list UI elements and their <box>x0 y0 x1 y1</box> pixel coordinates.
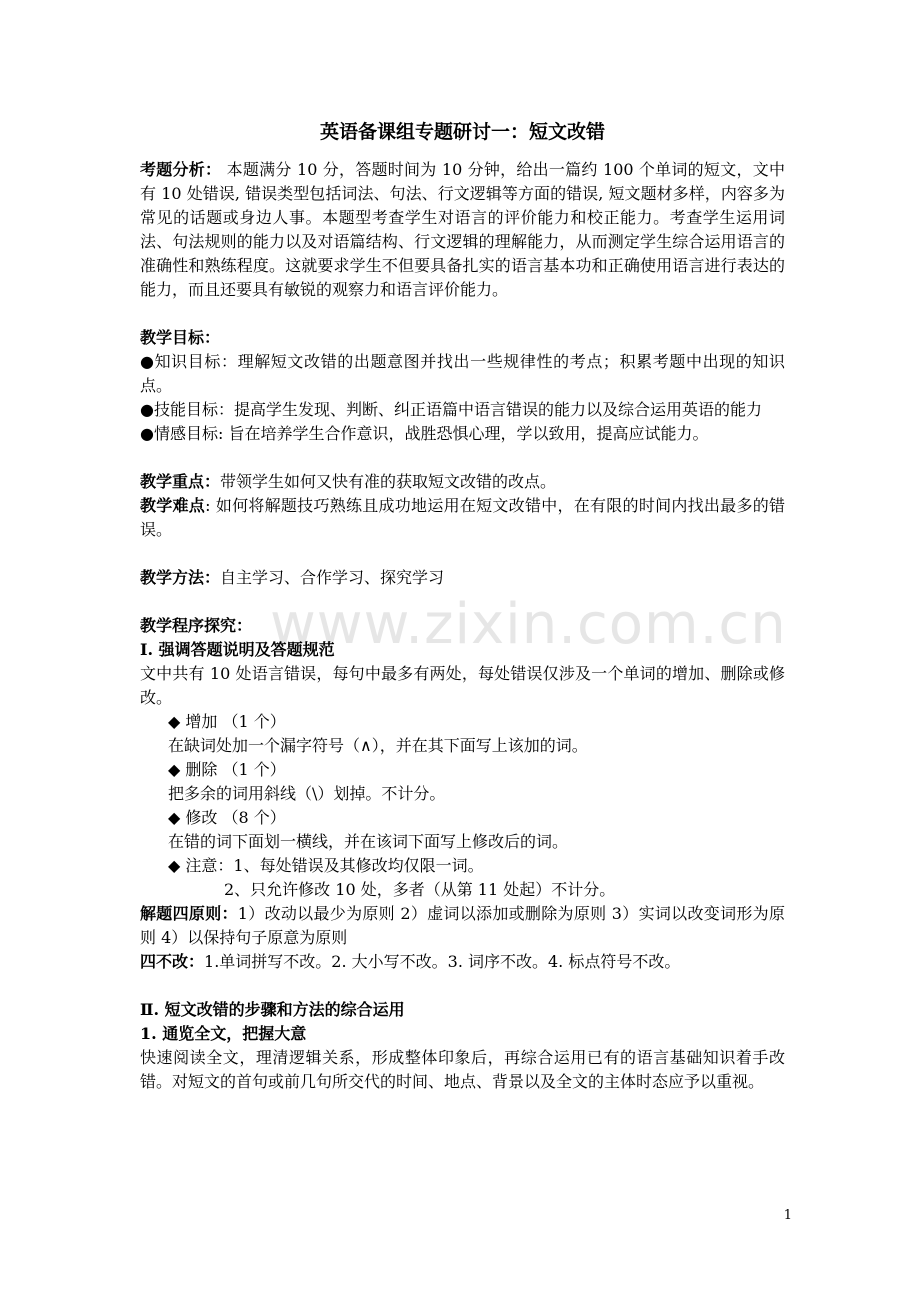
delete-text: 把多余的词用斜线（\）划掉。不计分。 <box>168 784 446 803</box>
step1-heading: 1. 通览全文，把握大意 <box>140 1024 307 1043</box>
goals-heading: 教学目标： <box>140 328 221 347</box>
difficulty-text: : 如何将解题技巧熟练且成功地运用在短文改错中，在有限的时间内找出最多的错误。 <box>140 496 785 539</box>
page-number: 1 <box>783 1208 792 1223</box>
modify-text: 在错的词下面划一横线，并在该词下面写上修改后的词。 <box>168 832 569 851</box>
page-title: 英语备课组专题研讨一：短文改错 <box>319 121 605 143</box>
note-two: 2、只允许修改 10 处，多者（从第 11 处起）不计分。 <box>224 880 616 899</box>
spacer <box>140 446 785 470</box>
spacer <box>140 974 785 998</box>
analysis-text: 本题满分 10 分，答题时间为 10 分钟，给出一篇约 100 个单词的短文，文中有 10 处错误, 错误类型包括词法、句法、行文逻辑等方面的错误, 短文题材多样，内容多为常见的话题或身边人事。本题型考查学生对语言的评价能力和校正能力。考查学生运用词法、句法规则的能力以及对语篇结构、行文逻辑的理解能力，从而测定学生综合运用语言的准确性和熟练程度。这就要求学生不但要具备扎实的语言基本功和正确使用语言进行表达的能力，而且还要具有敏锐的观察力和语言评价能力。 <box>140 160 785 299</box>
add-text: 在缺词处加一个漏字符号（∧），并在其下面写上该加的词。 <box>168 736 588 755</box>
section2-heading: Ⅱ. 短文改错的步骤和方法的综合运用 <box>140 1000 405 1019</box>
key-point-label: 教学重点： <box>140 472 221 491</box>
key-point-text: 带领学生如何又快有准的获取短文改错的改点。 <box>220 472 557 491</box>
delete-label: ◆ 删除 （1 个） <box>168 760 286 779</box>
difficulty-label: 教学难点 <box>140 496 206 515</box>
goal-emotion: ●情感目标: 旨在培养学生合作意识，战胜恐惧心理，学以致用，提高应试能力。 <box>140 424 709 443</box>
section1-heading: Ⅰ. 强调答题说明及答题规范 <box>140 640 335 659</box>
no-change-text: 1.单词拼写不改。2. 大小写不改。3. 词序不改。4. 标点符号不改。 <box>204 952 681 971</box>
analysis-paragraph <box>140 158 785 302</box>
step1-text: 快速阅读全文，理清逻辑关系，形成整体印象后，再综合运用已有的语言基础知识着手改错。对短文的首句或前几句所交代的时间、地点、背景以及全文的主体时态应予以重视。 <box>140 1048 785 1091</box>
principles-text: 1）改动以最少为原则 2）虚词以添加或删除为原则 3）实词以改变词形为原则 4）以保持句子原意为原则 <box>140 904 785 947</box>
modify-label: ◆ 修改 （8 个） <box>168 808 286 827</box>
no-change-label: 四不改： <box>140 952 205 971</box>
goal-knowledge: ●知识目标：理解短文改错的出题意图并找出一些规律性的考点；积累考题中出现的知识点。 <box>140 352 785 395</box>
method-text: 自主学习、合作学习、探究学习 <box>220 568 445 587</box>
watermark: www.zixin.com.cn <box>270 592 787 657</box>
no-change-paragraph <box>140 950 785 974</box>
principles-paragraph <box>140 902 785 950</box>
spacer <box>140 590 785 614</box>
method-paragraph <box>140 566 785 590</box>
goal-skill: ●技能目标：提高学生发现、判断、纠正语篇中语言错误的能力以及综合运用英语的能力 <box>140 400 762 419</box>
analysis-label: 考题分析： <box>140 160 222 179</box>
procedure-heading: 教学程序探究： <box>140 616 253 635</box>
spacer <box>140 302 785 326</box>
document-page <box>140 118 785 1094</box>
note-one: ◆ 注意：1、每处错误及其修改均仅限一词。 <box>168 856 484 875</box>
add-label: ◆ 增加 （1 个） <box>168 712 286 731</box>
spacer <box>140 542 785 566</box>
principles-label: 解题四原则： <box>140 904 238 923</box>
section1-intro: 文中共有 10 处语言错误，每句中最多有两处，每处错误仅涉及一个单词的增加、删除或修改。 <box>140 664 785 707</box>
key-point-paragraph <box>140 470 785 494</box>
method-label: 教学方法： <box>140 568 221 587</box>
difficulty-paragraph <box>140 494 785 542</box>
